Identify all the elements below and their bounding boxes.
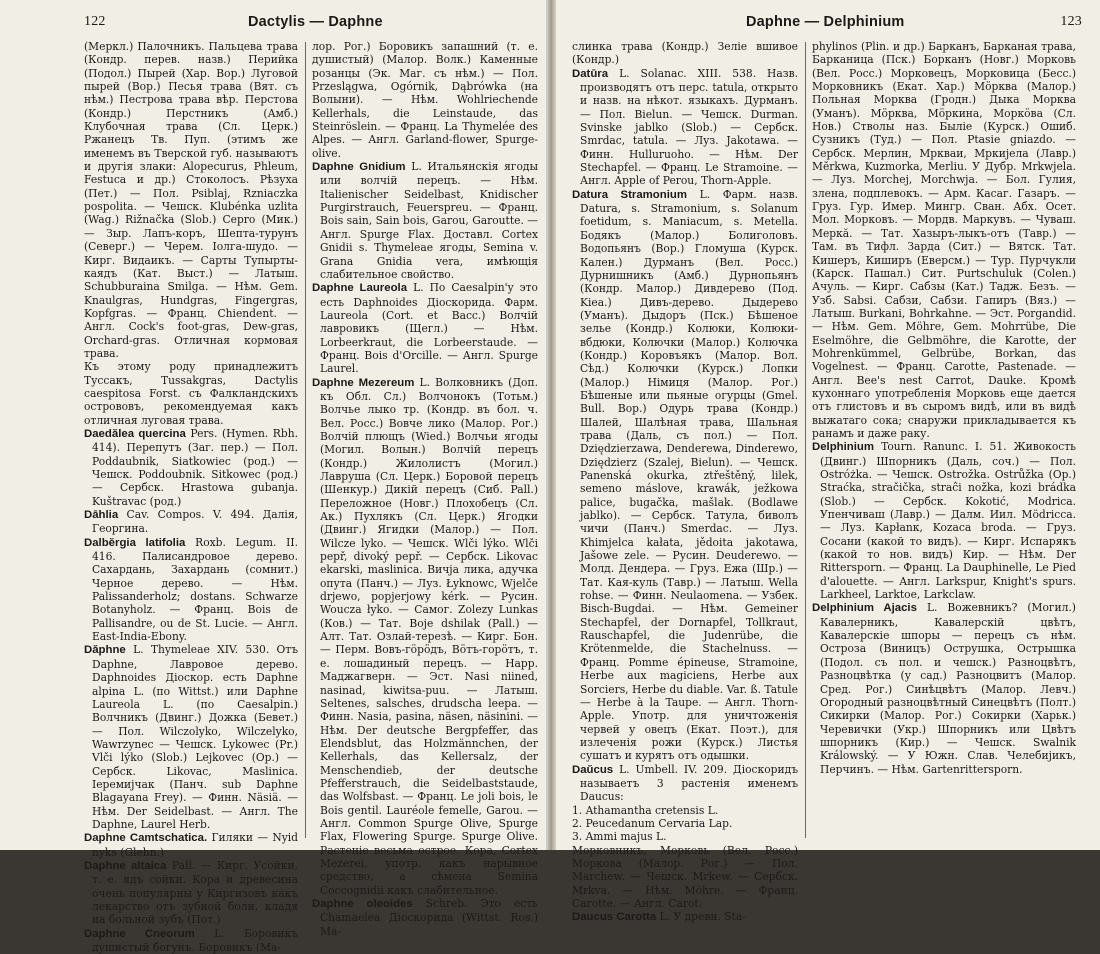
text-paragraph: Къ этому роду принадлежитъ Тусcакъ, Tussakgras, Dactylis caespitosa Forst. съ Фалкландскихъ острововъ, рекомендуемая какъ отличная луговая трава. <box>84 360 298 427</box>
text-paragraph: (Меркл.) Палочникъ. Пальцева трава (Кондр. перев. назв.) Перийка (Подол.) Пырей (Хар. Вор.) Луговой пырей (Вор.) Песья трава (Вят. съ нѣм.) Пестрова трава вѣр. Перстова (Кондр.) Перстникъ (Амб.) Клубочная трава (Сл. Церк.) Ржанецъ Тв. Пуп. (этимъ же именемъ въ Тверской губ. называютъ и другія злаки: Alopecurus, Phleum, Festuca и др.) Стоколосъ. Рѣзуха (Пет.) — Пол. Psiblaj, Rzniaczka pospolita. — Чешск. Klubénka uzlita (Wag.) Rižnačka (Slob.) Cepro (Мик.) — Зыр. Лапъ-коръ, Шепта-турунъ (Северг.) — Черем. Iолга-шудо. — Кирг. Видаикъ. — Сарты Тупырты-каядъ (Кат. Выст.) — Латыш. Schubburaina Smilga. — Нѣм. Gem. Knaulgras, Hundgras, Fingergras, Kopfgras. — Франц. Chiendent. — Англ. Cock's foot-gras, Dew-gras, Orchard-gras. Отличная кормовая трава. <box>84 40 298 360</box>
dictionary-entry <box>312 160 538 281</box>
entry-lemma: Daphne altaica <box>84 859 167 872</box>
page-number-right: 123 <box>1060 14 1082 29</box>
entry-text: L. У древн. Sta- <box>659 910 746 924</box>
book-gutter <box>546 0 556 850</box>
text-paragraph: 3. Ammi majus L. <box>572 830 667 844</box>
dictionary-entry <box>812 601 1076 775</box>
entry-lemma: Dăphne <box>84 644 126 657</box>
dictionary-entry <box>84 831 298 859</box>
left-column-2 <box>312 40 538 938</box>
entry-text: L. Thymeleae XIV. 530. Отъ Daphne, Лавровое дерево. Daphnoides Діоскор. есть Daphne alpina L. (по Wittst.) или Daphne Laureola L. (по Caesalpin.) Волчникъ (Двинг.) Дожка (Бевет.) — Пол. Wilczolyko, Wilczelyko, Wawrzynec — Чешск. Lykowec (Pr.) Vlči lýko (Slob.) Lejkovec (Op.) — Сербск. Likovac, Maslinica. Іеремијчак (Панч. sub Daphne Blagayana Frey). — Финн. Näsiä. — Нѣм. Der Seidelbast. — Англ. The Daphne, Laurel Herb. <box>92 643 298 831</box>
entry-lemma: Datura Stramonium <box>572 188 687 201</box>
entry-text: Pall. — Кирг. Усойки, т. е. ядъ сойки. Кора и древесина очень популярны у Киргизовъ какъ лекарство отъ зубной боли, кладя на больной зубъ (Пот.) <box>92 858 298 927</box>
dictionary-entry <box>312 897 538 938</box>
entry-text: L. Umbell. IV. 209. Діоскоридъ называетъ 3 растенія именемъ Daucus: <box>580 762 799 804</box>
left-column-1 <box>84 40 298 954</box>
entry-lemma: Daphne oleoides <box>312 898 413 910</box>
entry-lemma: Dāhlia <box>84 509 119 522</box>
right-page <box>556 0 1100 924</box>
entry-text: L. Итальянскія ягоды или волчій перецъ. — Нѣм. Italienischer Seidelbast, Knidischer Purgirstrauch, Feuerspreu. — Франц. Bois sain, Sain bois, Garou, Garoutte. — Англ. Spurge Flax. Доставл. Cortex Gnidii s. Thymeleae ягоды, Semina v. Grana Gnidia vera, имѣющія слабительное свойство. <box>320 160 538 281</box>
dictionary-entry <box>84 859 298 927</box>
entry-lemma: Daŭcus <box>572 763 614 776</box>
entry-lemma: Daphne Camtschatica. <box>84 832 208 845</box>
entry-text: L. Вожевникъ? (Могил.) Кавалерникъ, Кавалерскій цвѣтъ, Кавалерскіе шпоры — перецъ съ нѣм. Остроза (Виницъ) Острушка, Острышка (Подол. съ пол. и чешск.) Разноцвѣтъ, Разноцвѣтка (у сад.) Разноцвитъ (Малор. Сред. Рог.) Синѣцвѣтъ (Малор. Левч.) Огородный разноцвѣтный Синецвѣтъ (Полт.) Сикирки (Малор. Рог.) Сокирки (Харьк.) Черевички (Укр.) Шпорникъ или Цвѣтъ шпорникъ (Кир.) — Чешск. Swalnik Králowský. — У Южн. Слав. Челебиjикъ, Перчинъ. — Нѣм. Gartenrittersporn. <box>820 601 1076 776</box>
right-column-2 <box>812 40 1076 840</box>
entry-text: L. Боровикъ душистый богунъ. Боровикъ (Ма- <box>92 926 298 954</box>
column-divider-right <box>805 42 806 838</box>
dictionary-entry <box>572 910 798 924</box>
entry-text: L. По Caesalpin'y это есть Daphnoides Діоскорида. Фарм. Laureola (Cort. et Bacc.) Волчій лавровикъ (Щегл.) — Нѣм. Lorbeerkraut, die Lorbeerstaude. — Франц. Bois d'Orcille. — Англ. Spurge Laurel. <box>320 281 538 376</box>
entry-lemma: Daphne Cneorum <box>84 927 195 940</box>
entry-lemma: Daucus Carotta <box>572 911 657 924</box>
entry-text: Гиляки — Nyid nyks (Glehn.) <box>92 831 298 859</box>
dictionary-entry <box>572 188 798 763</box>
entry-text: L. Solanac. XIII. 538. Назв. производятъ отъ перс. tatula, открыто и назв. на нѣкот. языкахъ. Дурманъ. — Пол. Bielun. — Чешск. Durman. Svinske jablko (Slob.) — Сербск. Smrdac, tatula. — Луз. Jakotawa. — Финн. Hulluruoho. — Нѣм. Der Stechapfel. — Франц. Le Stramoine. — Англ. Apple of Perou, Thorn-Apple. <box>580 66 798 188</box>
dictionary-entry <box>84 508 298 536</box>
text-paragraph: 1. Athamantha cretensis L. <box>572 803 719 817</box>
entry-text: Schreb. Это есть Chamaelea Діоскорида (Wittst. Ros.) Ма- <box>320 897 538 938</box>
entry-lemma: Daedălea quercina <box>84 427 186 440</box>
running-head-left <box>0 14 546 36</box>
text-paragraph: 2. Peucedanum Cervaria Lap. <box>572 816 733 830</box>
page-number-left: 122 <box>84 14 106 29</box>
dictionary-entry <box>84 536 298 644</box>
running-title-left: Dactylis — Daphne <box>248 14 383 30</box>
text-paragraph: Морковникъ, Морковь (Вел. Росс.) Моркова (Малор. Рог.) — Пол. Marchew. — Чешск. Mrkew. — Сербск. Mrkva. — Нѣм. Möhre. — Франц. Carotte. — Англ. Carot. <box>572 843 798 910</box>
entry-text: Tourn. Ranunc. I. 51. Живокость (Двинг.) Шпорникъ (Даль, соч.) — Пол. Ostróżka. — Чешск. Ostrožka. Ostrůžka (Op.) Straćka, stračička, straĉi nožka, kozi brádka (Slob.) — Сербск. Kokotić, Modrica. Упенчиваш (Лавр.) — Далм. Иил. Mödricca. — Луз. Kapłanк, Kozaca broda. — Груз. Сосани (какой то видъ). — Кирг. Испарякъ (какой то нов. видъ) Кир. — Нѣм. Der Rittersporn. — Франц. La Dauphinelle, Le Pied d'alouette. — Англ. Larkspur, Knight's spurs. Larkheel, Larktoe, Larkclaw. <box>820 440 1076 602</box>
entry-text: Cav. Compos. V. 494. Далія, Георгина. <box>92 508 298 536</box>
entry-lemma: Dalbĕrgia latifolia <box>84 536 186 549</box>
entry-lemma: Daphne Gnidium <box>312 161 406 174</box>
dictionary-entry <box>572 763 798 804</box>
dictionary-entry <box>84 427 298 508</box>
text-paragraph: phylinos (Plin. и др.) Барканъ, Барканая трава, Барканица (Пск.) Борканъ (Новг.) Морковь (Вел. Росс.) Морковецъ, Морковица (Бесс.) Морковникъ (Екат. Хар.) Мӧрква (Малор.) Польная Морква (Гродн.) Дыка Морква (Уманъ). Мӧрква, Мӧркина, Моркӧва (Сл. Нов.) Стволы наз. Былie (Курск.) Ошиб. Сузникъ (Туд.) — Пол. Ptasie gniazdo. — Сербск. Мерлин, Мркваи, Мркијела (Лавр.) Mĕrkwa, Kuzmorka, Merliu. У Дубр. Mrkwjela. — Луз. Morchej, Morchwja. — Бол. Гулия, злена, подплевокъ. — Арм. Касаг. Газаръ. — Груз. Гур. Имер. Мингр. Сван. Абх. Осет. Мол. Морковъ. — Мордв. Маркувъ. — Чуваш. Меркӑ. — Тат. Хазыръ-лыкъ-отъ (Тавр.) — Там. въ Тифл. Зарда (Сит.) — Вятск. Тат. Кишеръ, Киширъ (Еверсм.) — Тур. Пурчукли (Карск. Пашал.) Сит. Purtschuluk (Colen.) Ачуль. — Кирг. Сабзы (Кат.) Тадж. Безъ. — Узб. Sabsi. Сабзи, Сабзи. Гапиръ (Вяз.) — Латыш. Burkani, Bohrkahne. — Эст. Porgandid. — Нѣм. Gem. Möhre, Gem. Mohrrübe, Die Eselmöhre, die Gelbmöhre, die Karotte, der Mohrenkümmel, Gelbrübe, Borkan, das Vogelnest. — Франц. Carotte, Pastenade. — Англ. Bee's nest Carrot, Dauke. Кромѣ кухоннаго употребленія Морковь еще дается отъ глистовъ и въ сыромъ видѣ, или въ видѣ выжатаго сока; снаружи прикладывается къ ранамъ и даже раку. <box>812 40 1076 440</box>
right-column-1 <box>572 40 799 924</box>
dictionary-entry <box>312 376 538 897</box>
dictionary-entry <box>84 643 298 831</box>
dictionary-entry <box>84 927 298 954</box>
left-page <box>0 0 546 954</box>
running-head-right <box>556 14 1100 36</box>
entry-lemma: Datūra <box>572 67 609 80</box>
entry-text: Roxb. Legum. II. 416. Палисандровое дерево. Сахардань, Захардань (сомнит.) Черное дерево. — Нѣм. Palissanderholz; dostans. Schwarze Botanyholz. — Франц. Bois de Pallisandre, ou de St. Lucie. — Англ. East-India-Ebony. <box>92 535 298 644</box>
entry-text: L. Волковникъ (Доп. къ Обл. Сл.) Волчонокъ (Тотьм.) Волчье лыко тр. (Кондр. въ бол. ч. Вел. Росс.) Вовче лико (Малор. Рог.) Волчій плющъ (Wied.) Волчьи ягоды (Могил. Волын.) Волчій перецъ (Кондр.) Жилолистъ (Могил.) Лавруша (Сл. Церк.) Боровой перецъ (Шенкур.) Дикій перецъ (Сиб. Pall.) Переложное (Новг.) Плохобецъ (Сл. Ак.) Пухлякъ (Сл. Церк.) Ягодки (Двинг.) Ягидки (Малор.) — Пол. Wilcze lyko. — Чешск. Wlči lýko. Wlči pepř, divoký pepř. — Сербск. Likovac ekarski, maslinica. Вичја лика, адучка опута (Панч.) — Луз. Łyknowc, Wjelče drjewo, popjerjowy kérk. — Русин. Woucza łyko. — Самог. Zolezy Lunkas (Ков.) — Тат. Boje dshilak (Pall.) — Алт. Тат. Озлай-терезѣ. — Кирг. Бон. — Перм. Вовъ-гӧрӧдъ, Вӧтъ-горӧтъ, т. е. лошадиный перецъ. — Нарр. Маджагверн. — Эст. Nasi niined, nasinad, kiwitsa-puu. — Латыш. Seltenes, salsches, drudscha leepa. — Финн. Nasia, pasina, näsen, näsinini. — Нѣм. Der deutsche Bergpfeffer, das Elendsblut, das Holzmännchen, der Kellerhals, das Kellersalz, der Menschendieb, der deutsche Pfefferstrauch, die Seidelbaststaude, das Wolfsbast. — Франц. Le joli bois, le Bois gentil. Lauréole femelle, Garou. — Англ. Common Spurge Olive, Spurge Flax, Flowering Spurge. Spurge Olive. Растеніе весьма острое. Кора, Cortex Mezerei, употр. какъ нарывное средство, а сѣмена Semina Coccognidii какъ слабительное. <box>320 375 538 897</box>
entry-text: L. Фарм. назв. Datura, s. Stramonium, s. Solanum foetidum, s. Maniacum, s. Metella. Бодякъ (Малор.) Болиголовъ. Водопьянъ (Вор.) Гломуша (Курск. Кален.) Дурманъ (Вел. Росс.) Дурнишникъ (Амб.) Дурнопьянъ (Кондр. Малор.) Дивдерево (Под. Kiea.) Дивъ-дерево. Дыдерево (Уманъ). Дыдоръ (Пск.) Бѣшеное зелье (Кондр.) Колюки, Колюки-вбдюки, Колючки (Малор.) Колючка (Кондр.) Коровъякъ (Малор. Вол. Сѣд.) Колючки (Курск.) Лопки (Малор.) Німиця (Малор. Рог.) Бѣшеные или пьяные огурцы (Gmel. Bull. Вор.) Одурь трава (Кондр.) Шалей, Шалѣная трава, Шальная трава (Даль, съ пол.) — Пол. Dziędzierzawa, Denderewa, Dinderewo, Dziędzierz (Szalej, Bielun). — Чешск. Panenská okurka, ztřeštěný, lilek, semeno máslove, krawák, ježkowa palice, bugačka, mašlak. (Bodlawe jablko). — Сербск. Татула, биволъ чичи (Панч.) Smerdac. — Луз. Khimjelca kałata, jědoita jakotawa, Jašowe zele. — Русин. Deuderewo. — Молд. Дендера. — Груз. Ежа (Шр.) — Тат. Кая-куль (Тавр.) — Латыш. Wella rohse. — Финн. Neulaomena. — Узбек. Bisch-Bugdai. — Нѣм. Gemeiner Stechapfel, der Dornapfel, Tollkraut, Rauschapfel, die Judenrübe, die Krötenmelde, die Stachelnuss. — Франц. Pomme épineuse, Stramoine, Herbe aux magiciens, Herbe aux Sorciers, Herbe du diable. Var. ß. Tatule — Herbe à la Taupe. — Англ. Thorn-Apple. Употр. для уничтоженія червей у овецъ (Екат. Поэт.), для излеченія рожи (Курск.) Листья сушатъ и курятъ отъ одышки. <box>580 187 798 763</box>
text-paragraph: слинка трава (Кондр.) Зеліе вшивое (Кондр.) <box>572 40 798 67</box>
entry-lemma: Delphinium <box>812 441 875 454</box>
entry-text: Pers. (Hymen. Rbh. 414). Перепутъ (Заг. пер.) — Пол. Poddaubnik, Siatkowiec (род.) — Чешск. Poddoubnik. Sitkowec (род.) — Сербск. Hrastowa gubanja. Kuštravac (род.) <box>92 426 298 508</box>
column-divider-left <box>305 42 306 838</box>
entry-lemma: Delphinium Ajacis <box>812 602 917 615</box>
dictionary-entry <box>312 281 538 375</box>
entry-lemma: Daphne Mezereum <box>312 376 415 389</box>
dictionary-entry <box>812 440 1076 601</box>
running-title-right: Daphne — Delphinium <box>746 14 905 30</box>
entry-lemma: Daphne Laureola <box>312 282 408 295</box>
text-paragraph: лор. Рог.) Боровикъ запашний (т. е. душистый) (Малор. Волк.) Каменные розанцы (Эк. Маг. съ нѣм.) — Пол. Przeslągwa, Ogórnik, Dąbrówka (на Волыни). — Нѣм. Wohlriechende Kellerhals, die Leinstaude, das Steinröslein. — Франц. La Thymelée des Alpes. — Англ. Garland-flower, Spurge-olive. <box>312 40 538 160</box>
dictionary-entry <box>572 67 798 188</box>
